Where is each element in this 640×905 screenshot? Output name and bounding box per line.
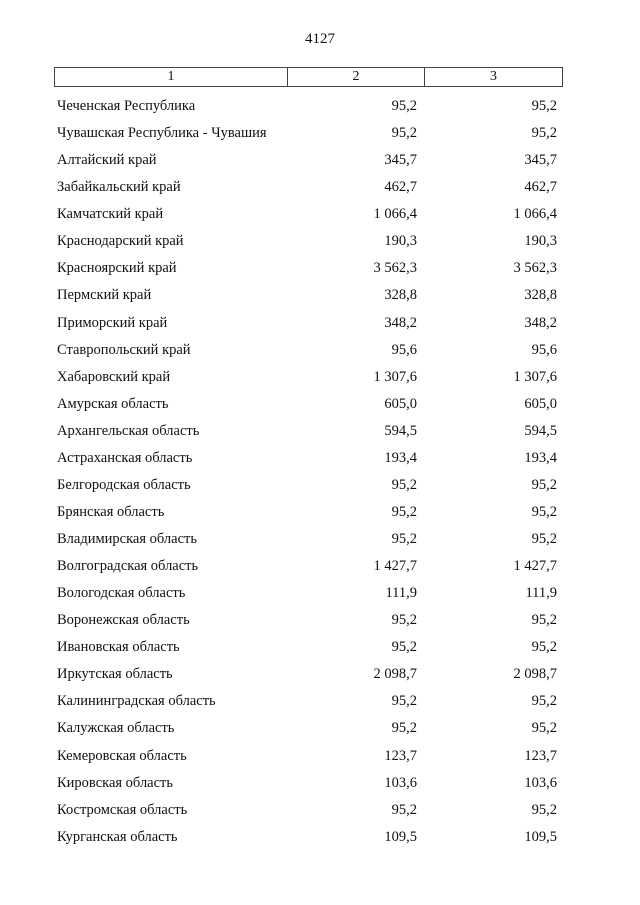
value-col2: 95,2	[391, 476, 417, 493]
value-col3: 95,2	[531, 125, 557, 142]
value-col3: 328,8	[524, 287, 557, 304]
value-col2: 111,9	[385, 585, 417, 602]
value-col2: 95,2	[391, 503, 417, 520]
value-col2: 95,6	[391, 341, 417, 358]
value-col3: 345,7	[524, 152, 557, 169]
table-row	[0, 582, 640, 609]
region-name: Архангельская область	[57, 422, 200, 439]
value-col3: 1 307,6	[513, 368, 557, 385]
table-row	[0, 636, 640, 663]
region-name: Красноярский край	[57, 260, 177, 277]
region-name: Волгоградская область	[57, 558, 199, 575]
table-row	[0, 772, 640, 799]
value-col2: 3 562,3	[373, 260, 417, 277]
value-col3: 594,5	[524, 422, 557, 439]
table-row	[0, 122, 640, 149]
value-col2: 605,0	[384, 395, 417, 412]
table-row	[0, 447, 640, 474]
table-body	[0, 95, 640, 853]
value-col2: 2 098,7	[373, 666, 417, 683]
value-col2: 95,2	[391, 801, 417, 818]
value-col3: 109,5	[524, 828, 557, 845]
value-col2: 95,2	[391, 612, 417, 629]
table-row	[0, 474, 640, 501]
page-number: 4127	[305, 31, 335, 47]
region-name: Кемеровская область	[57, 747, 187, 764]
value-col3: 123,7	[524, 747, 557, 764]
table-row	[0, 528, 640, 555]
region-name: Владимирская область	[57, 531, 197, 547]
value-col3: 190,3	[524, 233, 557, 250]
value-col3: 3 562,3	[513, 260, 557, 277]
region-name: Калужская область	[57, 720, 175, 737]
table-row	[0, 690, 640, 717]
region-name: Кировская область	[57, 774, 174, 791]
column-header-row	[54, 67, 563, 87]
value-col3: 95,2	[531, 693, 557, 710]
region-name: Курганская область	[57, 828, 178, 845]
region-name: Брянская область	[57, 503, 165, 520]
table-row	[0, 393, 640, 420]
region-name: Приморский край	[57, 314, 168, 331]
column-header-3: 3	[490, 69, 497, 84]
table-row	[0, 420, 640, 447]
value-col2: 345,7	[384, 152, 417, 169]
region-name: Белгородская область	[57, 476, 191, 493]
table-row	[0, 609, 640, 636]
region-name: Калининградская область	[57, 693, 216, 710]
value-col2: 103,6	[384, 774, 417, 791]
column-header-2: 2	[288, 68, 425, 86]
region-name: Хабаровский край	[57, 368, 171, 385]
region-name: Чеченская Республика	[57, 98, 196, 114]
value-col3: 95,2	[531, 639, 557, 656]
column-header-1: 1	[55, 68, 288, 86]
region-name: Иркутская область	[57, 666, 173, 683]
region-name: Чувашская Республика - Чувашия	[57, 125, 267, 142]
table-row	[0, 663, 640, 690]
value-col3: 605,0	[524, 395, 557, 412]
value-col2: 95,2	[391, 693, 417, 710]
table-row	[0, 257, 640, 284]
region-name: Камчатский край	[57, 206, 164, 223]
region-name: Астраханская область	[57, 449, 193, 466]
table-row	[0, 149, 640, 176]
table-row	[0, 339, 640, 366]
table-row	[0, 366, 640, 393]
region-name: Алтайский край	[57, 152, 157, 169]
table-row	[0, 745, 640, 772]
value-col2: 123,7	[384, 747, 417, 764]
region-name: Костромская область	[57, 801, 188, 818]
value-col2: 95,2	[391, 98, 417, 114]
table-row	[0, 95, 640, 122]
value-col3: 95,2	[531, 801, 557, 818]
table-row	[0, 555, 640, 582]
value-col3: 95,6	[531, 341, 557, 358]
value-col3: 2 098,7	[513, 666, 557, 683]
table-row	[0, 501, 640, 528]
value-col2: 462,7	[384, 179, 417, 196]
region-name: Краснодарский край	[57, 233, 184, 250]
value-col2: 1 427,7	[373, 558, 417, 575]
value-col2: 95,2	[391, 125, 417, 142]
value-col3: 95,2	[531, 612, 557, 629]
value-col3: 1 427,7	[513, 558, 557, 575]
table-row	[0, 203, 640, 230]
region-name: Ивановская область	[57, 639, 180, 656]
value-col2: 109,5	[384, 828, 417, 845]
value-col2: 95,2	[391, 639, 417, 656]
value-col3: 348,2	[524, 314, 557, 331]
value-col2: 1 066,4	[373, 206, 417, 223]
table-row	[0, 312, 640, 339]
value-col2: 95,2	[391, 531, 417, 547]
value-col2: 328,8	[384, 287, 417, 304]
table-row	[0, 717, 640, 744]
value-col3: 462,7	[524, 179, 557, 196]
region-name: Забайкальский край	[57, 179, 181, 196]
value-col3: 103,6	[524, 774, 557, 791]
table-row	[0, 826, 640, 853]
value-col2: 190,3	[384, 233, 417, 250]
value-col2: 1 307,6	[373, 368, 417, 385]
value-col3: 95,2	[531, 503, 557, 520]
value-col3: 193,4	[524, 449, 557, 466]
value-col3: 95,2	[531, 531, 557, 547]
value-col3: 95,2	[531, 720, 557, 737]
value-col3: 111,9	[525, 585, 557, 602]
table-row	[0, 284, 640, 311]
value-col2: 95,2	[391, 720, 417, 737]
value-col2: 348,2	[384, 314, 417, 331]
region-name: Воронежская область	[57, 612, 190, 629]
table-row	[0, 799, 640, 826]
value-col3: 95,2	[531, 98, 557, 114]
value-col3: 95,2	[531, 476, 557, 493]
region-name: Ставропольский край	[57, 341, 191, 358]
table-row	[0, 176, 640, 203]
region-name: Амурская область	[57, 395, 169, 412]
region-name: Пермский край	[57, 287, 152, 304]
region-name: Вологодская область	[57, 585, 186, 602]
value-col2: 193,4	[384, 449, 417, 466]
table-row	[0, 230, 640, 257]
value-col2: 594,5	[384, 422, 417, 439]
value-col3: 1 066,4	[513, 206, 557, 223]
